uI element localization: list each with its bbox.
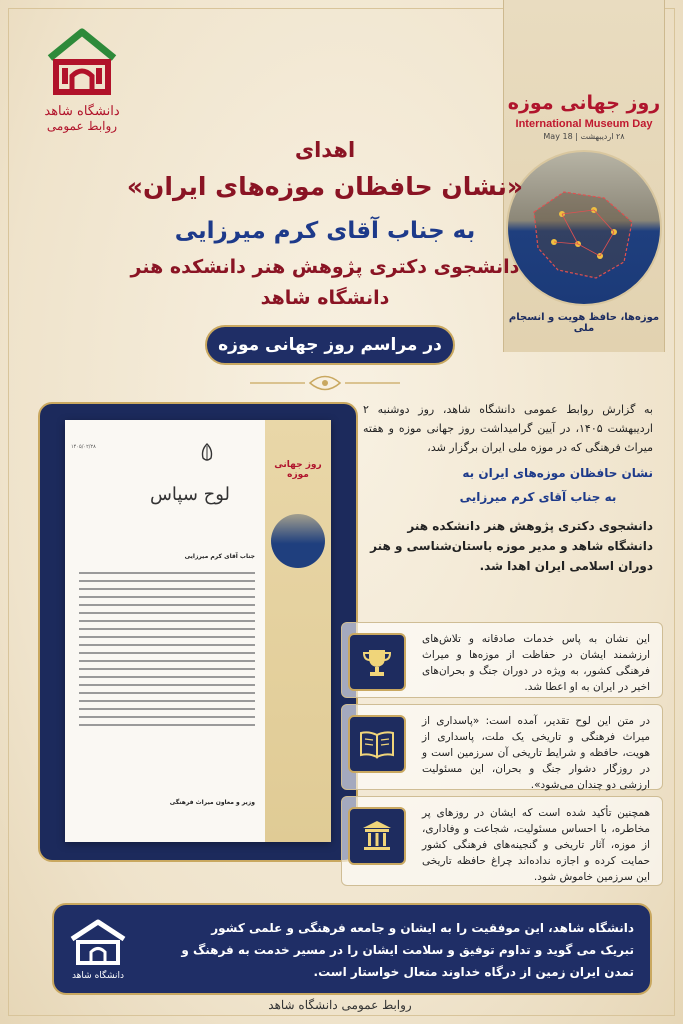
info-box-award [341, 622, 663, 698]
building-logo-icon [68, 919, 128, 965]
intro-paragraph: به گزارش روابط عمومی دانشگاه شاهد، روز دوشنبه ۲ اردیبهشت ۱۴۰۵، در آیین گرامیداشت روز جهانی موزه و هفته میراث فرهنگی که در موزه ملی ایران برگزار شد، [363, 403, 653, 454]
recipient-name: به جناب آقای کرم میرزایی [174, 218, 476, 244]
recipient-detail: دانشجوی دکتری پژوهش هنر دانشکده هنر دانشگاه شاهد و مدیر موزه باستان‌شناسی و هنر دوران اسلامی ایران اهدا شد. [370, 519, 653, 573]
booklet-map-image [271, 514, 325, 568]
logo-department-name: روابط عمومی [46, 119, 118, 133]
certificate-number: ۱۴۰۵/۰۲/۲۸ [71, 444, 96, 450]
certificate-signature: وزیر و معاون میراث فرهنگی [169, 799, 255, 806]
ceremony-ribbon: در مراسم روز جهانی موزه [205, 325, 455, 365]
certificate-recipient: جناب آقای کرم میرزایی [184, 553, 255, 560]
ornament-divider-icon [250, 372, 400, 394]
emblem-icon [197, 442, 217, 464]
column-icon [348, 807, 406, 865]
certificate-heading: لوح سپاس [149, 484, 231, 505]
footer-signature: روابط عمومی دانشگاه شاهد [268, 998, 412, 1012]
heading-line1: اهدای [294, 138, 356, 162]
award-title: «نشان حافظان موزه‌های ایران» [126, 172, 524, 201]
certificate-body [79, 572, 255, 732]
info-box-text: در متن این لوح تقدیر، آمده است: «پاسداری از میراث فرهنگی و تاریخی یک ملت، پاسداری از هویت، حافظه و شرایط تاریخی آن سرزمین است و در روزگار دشوار جنگ و بحران، این مسئولیت ارزشی دو چندان می‌شود». [422, 715, 650, 791]
building-logo-icon [44, 28, 120, 96]
logo-university-name: دانشگاه شاهد [44, 104, 120, 119]
certificate [65, 420, 331, 842]
museum-day-date: ۲۸ اردیبهشت | 18 May [543, 132, 625, 141]
book-icon [348, 715, 406, 773]
museum-day-caption: موزه‌ها، حافظ هویت و انسجام ملی [508, 312, 660, 334]
museum-day-title: روز جهانی موزه [507, 92, 661, 114]
congratulations-banner [52, 903, 652, 995]
banner-text: دانشگاه شاهد، این موفقیت را به ایشان و جامعه فرهنگی و علمی کشور تبریک می گوید و تداوم توفیق و سلامت ایشان را در مسیر خدمت به فرهنگ و تمدن ایران زمین از درگاه خداوند متعال خواستار است. [181, 921, 634, 979]
info-box-text: این نشان به پاس خدمات صادقانه و تلاش‌های ارزشمند ایشان در حفاظت از موزه‌ها و میراث فرهنگی کشور، به ویژه در دوران جنگ و بحران‌های اخیر در ایران به او اعطا شد. [422, 633, 650, 693]
recipient-role: دانشجوی دکتری پژوهش هنر دانشکده هنر [130, 256, 520, 278]
info-box-text: همچنین تأکید شده است که ایشان در روزهای پر مخاطره، با احساس مسئولیت، شجاعت و وفاداری، از موزه، آثار تاریخی و گنجینه‌های فرهنگی کشور حمایت کرده و اجازه نداده‌اند چراغ حافظه تاریخی این سرزمین خاموش شود. [422, 807, 650, 883]
museum-day-title-en: International Museum Day [515, 118, 653, 130]
award-name-line: نشان حافظان موزه‌های ایران به [462, 466, 653, 480]
university-logo [36, 28, 128, 133]
booklet-title: روز جهانی موزه [274, 460, 322, 480]
certificate-booklet [265, 420, 331, 842]
banner-logo [68, 919, 128, 981]
award-recipient-line: به جناب آقای کرم میرزایی [459, 490, 617, 504]
info-box-support [341, 796, 663, 886]
info-box-certificate [341, 704, 663, 790]
banner-logo-text: دانشگاه شاهد [71, 971, 125, 981]
trophy-icon [348, 633, 406, 691]
university-name: دانشگاه شاهد [260, 287, 390, 309]
